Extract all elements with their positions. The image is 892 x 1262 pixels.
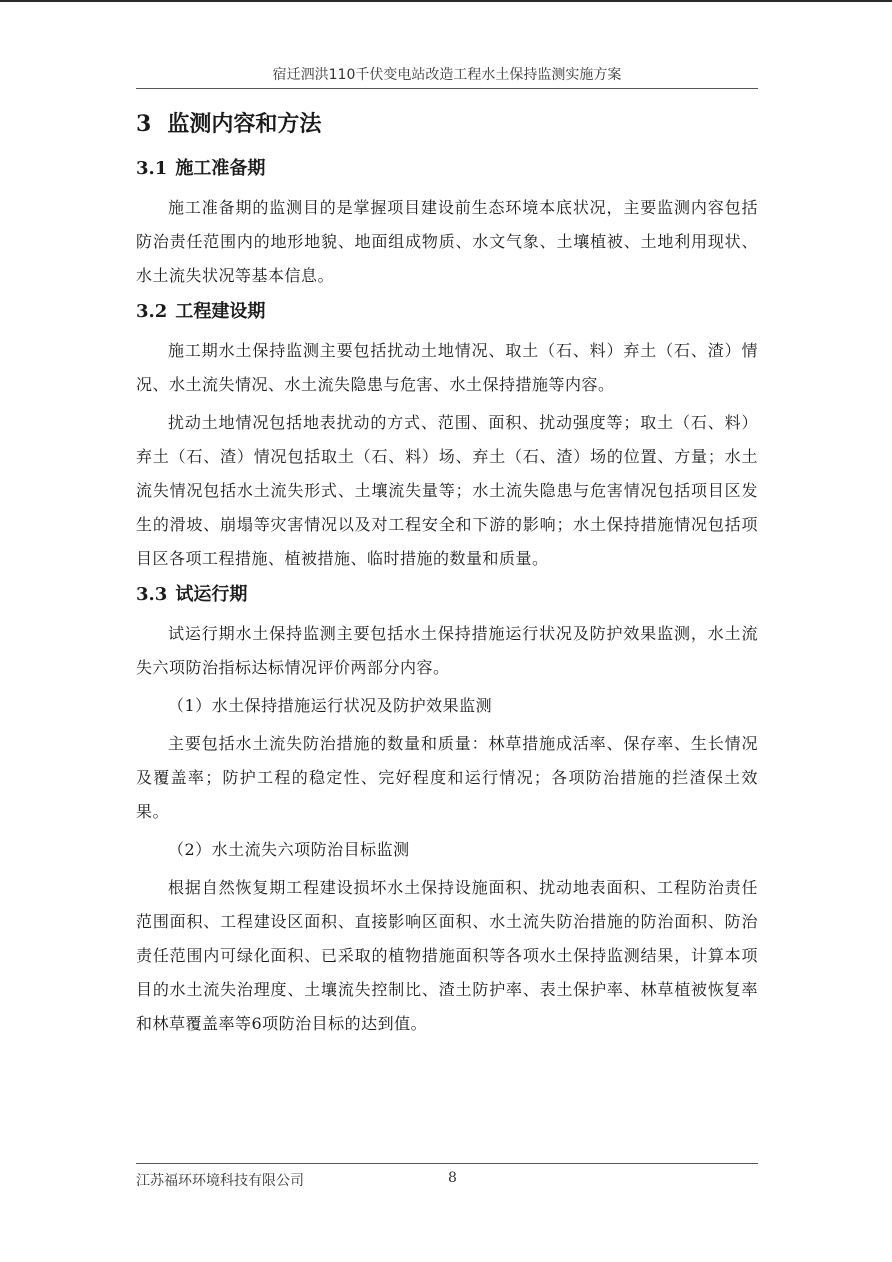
header-title: 宿迁泗洪110千伏变电站改造工程水土保持监测实施方案 <box>272 67 622 83</box>
page-footer <box>136 1163 758 1189</box>
paragraph: 扰动土地情况包括地表扰动的方式、范围、面积、扰动强度等；取土（石、料）弃土（石、渣）情况包括取土（石、料）场、弃土（石、渣）场的位置、方量；水土流失情况包括水土流失形式、土壤流失量等；水土流失隐患与危害情况包括项目区发生的滑坡、崩塌等灾害情况以及对工程安全和下游的影响；水土保持措施情况包括项目区各项工程措施、植被措施、临时措施的数量和质量。 <box>136 413 758 568</box>
paragraph: 试运行期水土保持监测主要包括水土保持措施运行状况及防护效果监测，水土流失六项防治指标达标情况评价两部分内容。 <box>136 624 758 677</box>
paragraph: 施工准备期的监测目的是掌握项目建设前生态环境本底状况，主要监测内容包括防治责任范围内的地形地貌、地面组成物质、水文气象、土壤植被、土地利用现状、水土流失状况等基本信息。 <box>136 198 758 285</box>
list-item-heading: （1）水土保持措施运行状况及防护效果监测 <box>168 696 493 715</box>
subsection-heading-3-1 <box>136 154 758 184</box>
section-title: 监测内容和方法 <box>167 112 322 137</box>
paragraph: 根据自然恢复期工程建设损坏水土保持设施面积、扰动地表面积、工程防治责任范围面积、工程建设区面积、直接影响区面积、水土流失防治措施的防治面积、防治责任范围内可绿化面积、已采取的植物措施面积等各项水土保持监测结果，计算本项目的水土流失治理度、土壤流失控制比、渣土防护率、表土保护率、林草植被恢复率和林草覆盖率等6项防治目标的达到值。 <box>136 878 758 1033</box>
subsection-title: 工程建设期 <box>175 301 266 322</box>
subsection-number: 3.3 <box>136 584 168 605</box>
page-header <box>136 64 758 89</box>
subsection-title: 试运行期 <box>175 584 248 605</box>
section-number: 3 <box>136 111 152 137</box>
page-number: 8 <box>448 1170 457 1186</box>
footer-company: 江苏福环环境科技有限公司 <box>136 1173 304 1189</box>
page-content <box>136 106 758 1045</box>
list-item-heading: （2）水土流失六项防治目标监测 <box>168 840 410 859</box>
subsection-number: 3.1 <box>136 158 168 179</box>
subsection-number: 3.2 <box>136 301 168 322</box>
paragraph: 主要包括水土流失防治措施的数量和质量：林草措施成活率、保存率、生长情况及覆盖率；防护工程的稳定性、完好程度和运行情况；各项防治措施的拦渣保土效果。 <box>136 734 758 821</box>
section-heading <box>136 106 758 143</box>
top-border-line <box>0 0 892 2</box>
subsection-title: 施工准备期 <box>175 158 266 179</box>
paragraph: 施工期水土保持监测主要包括扰动土地情况、取土（石、料）弃土（石、渣）情况、水土流失情况、水土流失隐患与危害、水土保持措施等内容。 <box>136 341 758 394</box>
subsection-heading-3-3 <box>136 580 758 610</box>
subsection-heading-3-2 <box>136 297 758 327</box>
